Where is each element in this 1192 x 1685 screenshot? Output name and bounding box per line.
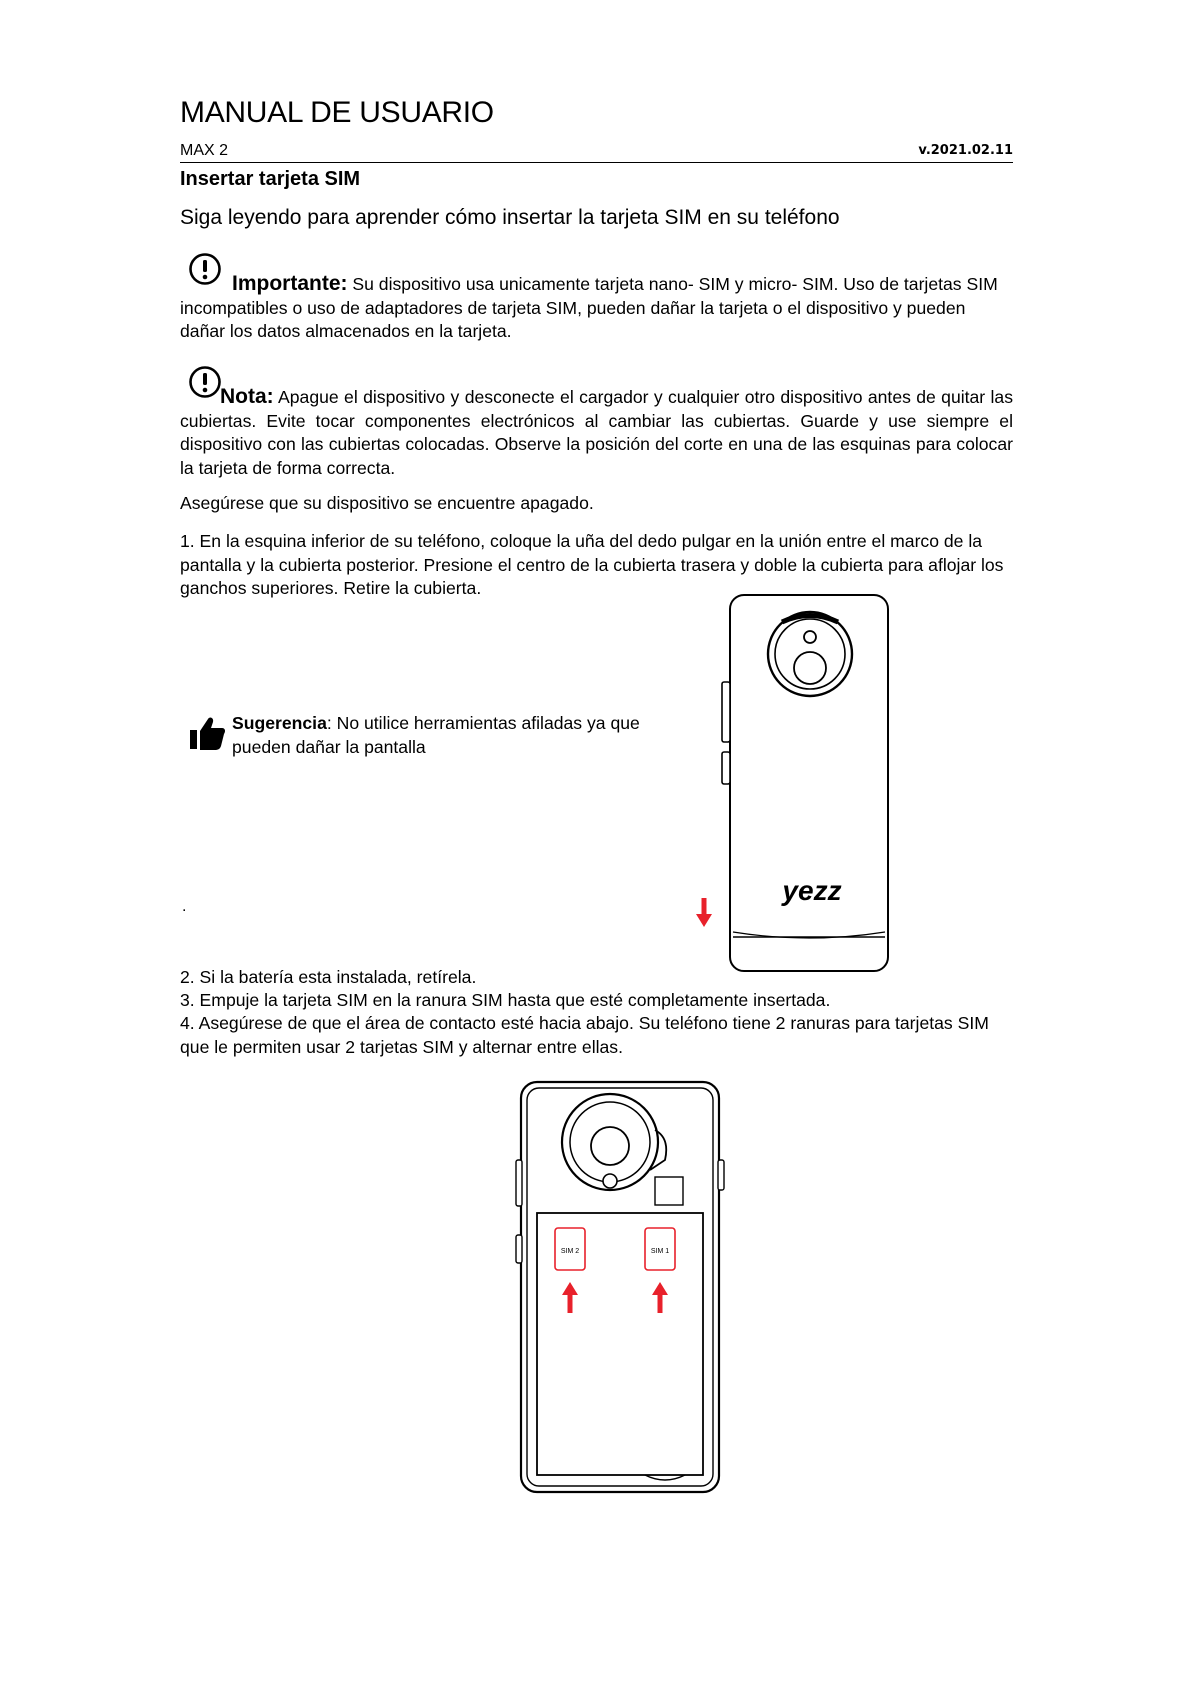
sim-slots-illustration [515, 1080, 725, 1496]
stray-dot: . [182, 898, 187, 915]
step-1-text: 1. En la esquina inferior de su teléfono, coloque la uña del dedo pulgar en la unión entre el marco de la pantalla y la cubierta posterior. Presione el centro de la cubierta trasera y doble la cubierta para aflojar los ganchos superiores. Retire la cubierta. [180, 531, 1004, 598]
up-arrow-icon [658, 1293, 663, 1313]
note-label: Nota: [220, 385, 274, 408]
sim1-label: SIM 1 [650, 1248, 670, 1255]
note-text: Apague el dispositivo y desconecte el cargador y cualquier otro dispositivo antes de quitar las cubiertas. Evite tocar componentes electrónicos al cambiar las cubiertas. Guarde y use siempre el dispositivo con las cubiertas colocadas. Observe la posición del corte en una de las esquinas para colocar la tarjeta de forma correcta. [180, 387, 1013, 478]
tip-body: : No utilice herramientas afiladas ya que pueden dañar la pantalla [232, 713, 640, 757]
important-label: Importante: [232, 272, 348, 295]
step-2-text: 2. Si la batería esta instalada, retírela. [180, 967, 477, 987]
tip-text [232, 711, 672, 759]
version-label: v.2021.02.11 [918, 143, 1013, 158]
document-title: MANUAL DE USUARIO [180, 96, 494, 129]
tip-label: Sugerencia [232, 713, 327, 733]
section-intro: Siga leyendo para aprender cómo insertar la tarjeta SIM en su teléfono [180, 206, 840, 229]
header-divider [180, 162, 1013, 163]
important-notice [180, 272, 1013, 344]
ensure-off-text: Asegúrese que su dispositivo se encuentre apagado. [180, 493, 594, 513]
section-heading: Insertar tarjeta SIM [180, 168, 361, 190]
brand-logo: yezz [782, 875, 842, 906]
note-notice [180, 385, 1013, 480]
phone-back-illustration [712, 592, 902, 982]
down-arrow-icon [694, 898, 714, 928]
model-name: MAX 2 [180, 142, 229, 159]
sim2-label: SIM 2 [560, 1248, 580, 1255]
step-4-text: 4. Asegúrese de que el área de contacto esté hacia abajo. Su teléfono tiene 2 ranuras para tarjetas SIM que le permiten usar 2 tarjetas SIM y alternar entre ellas. [180, 1013, 989, 1057]
up-arrow-icon [568, 1293, 573, 1313]
important-text: Su dispositivo usa unicamente tarjeta nano- SIM y micro- SIM. Uso de tarjetas SIM incompatibles o uso de adaptadores de tarjeta SIM, pueden dañar la tarjeta o el dispositivo y pueden dañar los datos almacenados en la tarjeta. [180, 274, 998, 341]
step-3-text: 3. Empuje la tarjeta SIM en la ranura SIM hasta que esté completamente insertada. [180, 990, 831, 1010]
thumbs-up-icon [188, 715, 226, 753]
